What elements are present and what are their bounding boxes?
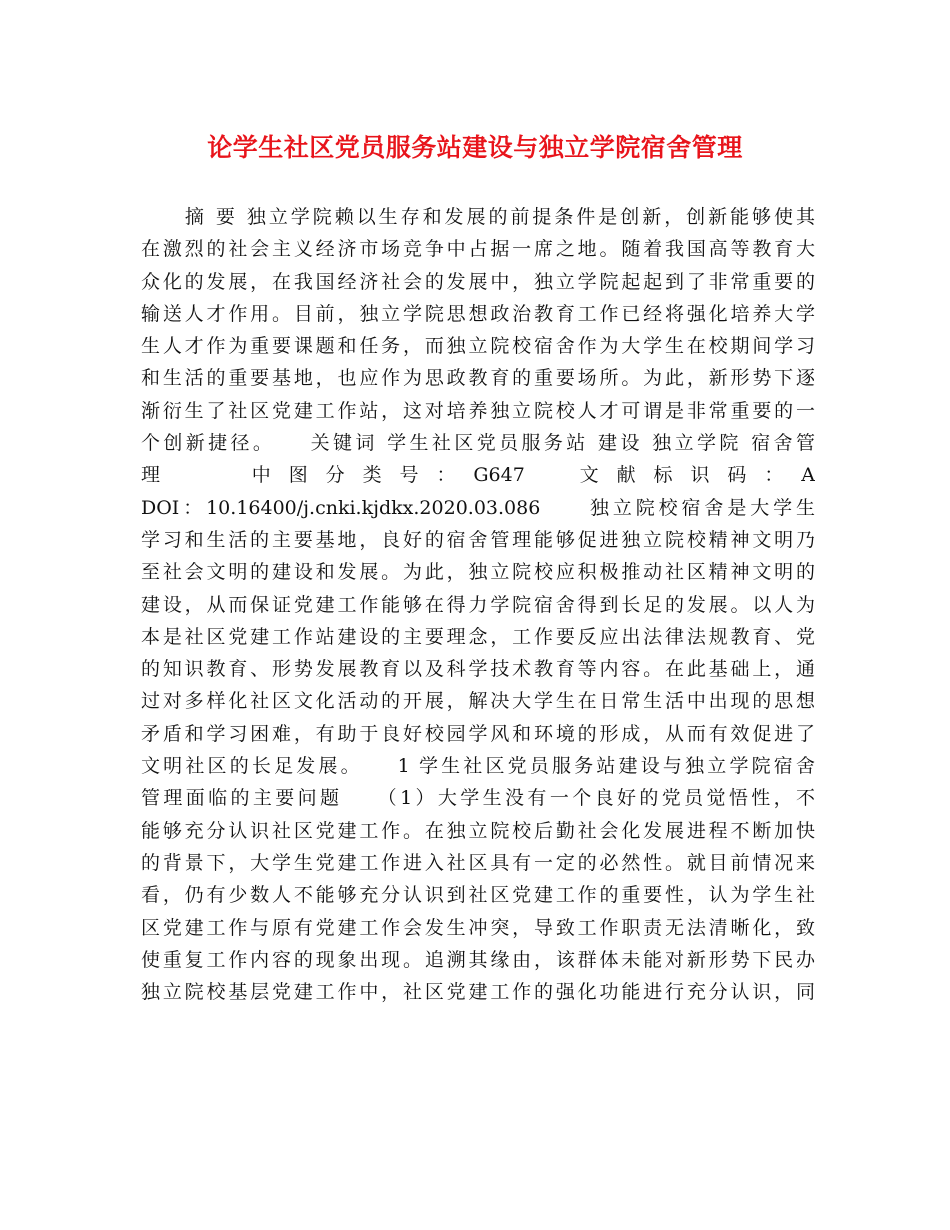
text-line: 在激烈的社会主义经济市场竞争中占据一席之地。随着我国高等教育大 bbox=[141, 238, 815, 261]
text-line: 矛盾和学习困难，有助于良好校园学风和环境的形成，从而有效促进了 bbox=[141, 722, 815, 745]
text-line: 能够充分认识社区党建工作。在独立院校后勤社会化发展进程不断加快 bbox=[141, 819, 815, 842]
text-line: DOI：10.16400/j.cnki.kjdkx.2020.03.086 独立院校宿舍是大学生 bbox=[141, 496, 815, 519]
article-body bbox=[141, 201, 815, 1008]
text-line: 本是社区党建工作站建设的主要理念，工作要反应出法律法规教育、党 bbox=[141, 625, 815, 648]
text-line: 看，仍有少数人不能够充分认识到社区党建工作的重要性，认为学生社 bbox=[141, 884, 815, 907]
text-line: 输送人才作用。目前，独立学院思想政治教育工作已经将强化培养大学 bbox=[141, 302, 815, 325]
text-line: 理 中图分类号：G647 文献标识码：A bbox=[141, 464, 815, 487]
text-line: 众化的发展，在我国经济社会的发展中，独立学院起起到了非常重要的 bbox=[141, 270, 815, 293]
text-line: 过对多样化社区文化活动的开展，解决大学生在日常生活中出现的思想 bbox=[141, 690, 815, 713]
text-line: 独立院校基层党建工作中，社区党建工作的强化功能进行充分认识，同 bbox=[141, 981, 815, 1004]
text-line: 个创新捷径。 关键词 学生社区党员服务站 建设 独立学院 宿舍管 bbox=[141, 432, 815, 455]
text-line: 和生活的重要基地，也应作为思政教育的重要场所。为此，新形势下逐 bbox=[141, 367, 815, 390]
document-title: 论学生社区党员服务站建设与独立学院宿舍管理 bbox=[207, 133, 743, 162]
text-line: 学习和生活的主要基地，良好的宿舍管理能够促进独立院校精神文明乃 bbox=[141, 528, 815, 551]
text-line: 至社会文明的建设和发展。为此，独立院校应积极推动社区精神文明的 bbox=[141, 561, 815, 584]
text-line: 使重复工作内容的现象出现。追溯其缘由，该群体未能对新形势下民办 bbox=[141, 948, 815, 971]
text-line: 的知识教育、形势发展教育以及科学技术教育等内容。在此基础上，通 bbox=[141, 658, 815, 681]
text-line: 摘 要 独立学院赖以生存和发展的前提条件是创新，创新能够使其 bbox=[141, 206, 815, 228]
text-line: 的背景下，大学生党建工作进入社区具有一定的必然性。就目前情况来 bbox=[141, 851, 815, 874]
text-line: 生人才作为重要课题和任务，而独立院校宿舍作为大学生在校期间学习 bbox=[141, 335, 815, 358]
text-line: 文明社区的长足发展。 1 学生社区党员服务站建设与独立学院宿舍 bbox=[141, 755, 815, 778]
text-line: 渐衍生了社区党建工作站，这对培养独立院校人才可谓是非常重要的一 bbox=[141, 399, 815, 422]
text-line: 管理面临的主要问题 （1）大学生没有一个良好的党员觉悟性，不 bbox=[141, 787, 815, 810]
text-line: 区党建工作与原有党建工作会发生冲突，导致工作职责无法清晰化，致 bbox=[141, 916, 815, 939]
text-line: 建设，从而保证党建工作能够在得力学院宿舍得到长足的发展。以人为 bbox=[141, 593, 815, 616]
